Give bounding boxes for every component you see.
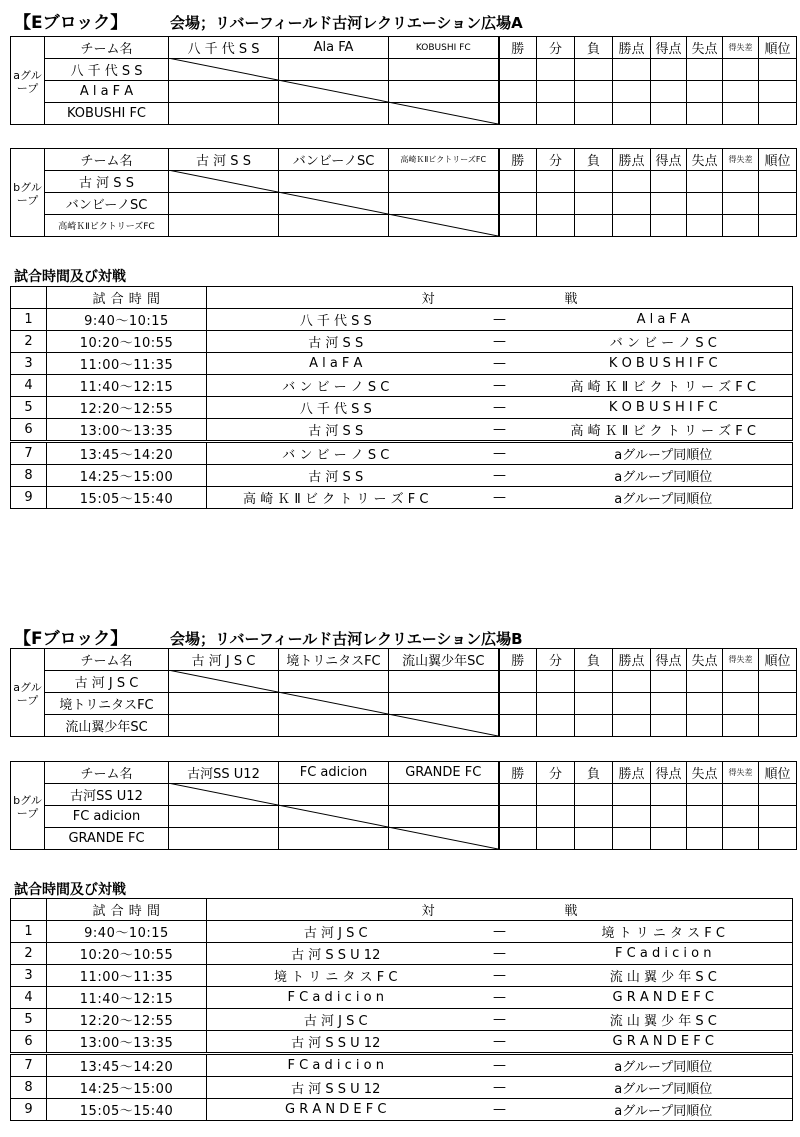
block-e-title: 【Eブロック】 [14,13,128,33]
match-no: 1 [11,309,47,331]
team-name: バンビーノSC [45,193,169,215]
stat-header: 得点 [651,649,687,671]
head-sen: 戦 [535,899,793,921]
stat-header: 得失差 [723,149,759,171]
team-home: G R A N D E F C [207,1099,465,1121]
stat-header: 得失差 [723,762,759,784]
match-row [11,375,793,397]
head-sen: 戦 [535,287,793,309]
stat-header: 失点 [687,762,723,784]
match-no: 4 [11,375,47,397]
vs-dash: — [465,1009,535,1031]
team-home: 古 河 J S C [207,1009,465,1031]
block-f-group-a-table [10,648,797,737]
head-time: 試 合 時 間 [47,287,207,309]
schedule-title: 試合時間及び対戦 [14,269,126,285]
team-home: A l a F A [207,353,465,375]
block-f-group-b-table [10,761,797,850]
team-name: 古 河 J S C [45,671,169,693]
match-time: 13:00〜13:35 [47,1031,207,1054]
match-time: 10:20〜10:55 [47,943,207,965]
match-no: 8 [11,465,47,487]
vs-dash: — [465,375,535,397]
team-away: aグループ同順位 [535,1077,793,1099]
stat-header: 負 [575,649,613,671]
team-away: 高 崎 Ｋ Ⅱ ビ ク ト リ ー ズ F C [535,419,793,442]
vs-dash: — [465,442,535,465]
team-home: 古 河 S S U 12 [207,943,465,965]
col-team: 境トリニタスFC [279,649,389,671]
team-away: G R A N D E F C [535,987,793,1009]
block-e-venue: 会場；リバーフィールド古河レクリエーション広場A [170,14,523,32]
stat-header: 失点 [687,149,723,171]
col-team: Ala FA [279,37,389,59]
col-team: GRANDE FC [389,762,499,784]
group-label: bグループ [11,762,45,850]
team-name: 古河SS U12 [45,784,169,806]
match-no: 8 [11,1077,47,1099]
match-time: 11:40〜12:15 [47,375,207,397]
match-no: 2 [11,331,47,353]
team-name: KOBUSHI FC [45,103,169,125]
team-away: バ ン ビ ー ノ S C [535,331,793,353]
team-home: F C a d i c i o n [207,987,465,1009]
team-name-header: チーム名 [45,149,169,171]
match-row [11,309,793,331]
stat-header: 得失差 [723,37,759,59]
match-no: 3 [11,353,47,375]
stat-header: 順位 [759,649,797,671]
match-no: 2 [11,943,47,965]
match-row [11,1077,793,1099]
block-e-group-b-table [10,148,797,237]
stat-header: 分 [537,649,575,671]
match-time: 15:05〜15:40 [47,487,207,509]
match-row [11,419,793,442]
team-home: 古 河 J S C [207,921,465,943]
match-row [11,1009,793,1031]
team-away: K O B U S H I F C [535,397,793,419]
team-name-header: チーム名 [45,37,169,59]
stat-header: 勝点 [613,37,651,59]
vs-dash: — [465,1099,535,1121]
col-team: FC adicion [279,762,389,784]
team-name: A l a F A [45,81,169,103]
stat-header: 勝点 [613,762,651,784]
stat-header: 失点 [687,649,723,671]
col-team: 古 河 J S C [169,649,279,671]
vs-dash: — [465,309,535,331]
stat-header: 順位 [759,762,797,784]
match-time: 14:25〜15:00 [47,1077,207,1099]
team-home: 古 河 S S U 12 [207,1077,465,1099]
match-row [11,943,793,965]
vs-dash: — [465,331,535,353]
match-time: 11:40〜12:15 [47,987,207,1009]
stat-header: 分 [537,37,575,59]
team-away: K O B U S H I F C [535,353,793,375]
col-team: 古河SS U12 [169,762,279,784]
match-no: 5 [11,1009,47,1031]
team-away: G R A N D E F C [535,1031,793,1054]
stat-header: 負 [575,37,613,59]
match-row [11,1054,793,1077]
stat-header: 分 [537,149,575,171]
stat-header: 得点 [651,37,687,59]
vs-dash: — [465,465,535,487]
team-home: 古 河 S S [207,331,465,353]
block-f-schedule-table [10,898,793,1121]
match-no: 6 [11,1031,47,1054]
team-home: 古 河 S S U 12 [207,1031,465,1054]
stat-header: 得点 [651,762,687,784]
vs-dash: — [465,353,535,375]
match-no: 6 [11,419,47,442]
team-away: aグループ同順位 [535,487,793,509]
stat-header: 勝 [499,149,537,171]
stat-header: 順位 [759,37,797,59]
match-no: 1 [11,921,47,943]
match-time: 13:45〜14:20 [47,442,207,465]
team-name: 境トリニタスFC [45,693,169,715]
match-row [11,987,793,1009]
match-time: 12:20〜12:55 [47,1009,207,1031]
stat-header: 得失差 [723,649,759,671]
col-team: KOBUSHI FC [389,37,499,59]
team-name: 流山翼少年SC [45,715,169,737]
group-label: aグループ [11,649,45,737]
team-away: 境 ト リ ニ タ ス F C [535,921,793,943]
match-row [11,965,793,987]
block-e-schedule-table [10,286,793,509]
team-home: 古 河 S S [207,419,465,442]
stat-header: 勝点 [613,149,651,171]
match-time: 14:25〜15:00 [47,465,207,487]
team-away: F C a d i c i o n [535,943,793,965]
head-vs: 対 [207,287,465,309]
team-home: 高 崎 Ｋ Ⅱ ビ ク ト リ ー ズ F C [207,487,465,509]
match-no: 3 [11,965,47,987]
team-away: 高 崎 Ｋ Ⅱ ビ ク ト リ ー ズ F C [535,375,793,397]
match-row [11,1099,793,1121]
match-no: 4 [11,987,47,1009]
match-time: 11:00〜11:35 [47,965,207,987]
stat-header: 勝 [499,649,537,671]
col-team: 高崎ＫⅡビクトリーズFC [389,149,499,171]
team-away: aグループ同順位 [535,1099,793,1121]
match-time: 9:40〜10:15 [47,921,207,943]
match-row [11,465,793,487]
team-name: 高崎ＫⅡビクトリーズFC [45,215,169,237]
team-away: aグループ同順位 [535,1054,793,1077]
match-time: 12:20〜12:55 [47,397,207,419]
col-team: バンビーノSC [279,149,389,171]
match-time: 9:40〜10:15 [47,309,207,331]
team-away: 流 山 翼 少 年 S C [535,1009,793,1031]
team-home: F C a d i c i o n [207,1054,465,1077]
match-time: 13:45〜14:20 [47,1054,207,1077]
team-away: aグループ同順位 [535,465,793,487]
match-row [11,921,793,943]
match-time: 11:00〜11:35 [47,353,207,375]
team-home: 古 河 S S [207,465,465,487]
stat-header: 失点 [687,37,723,59]
match-row [11,1031,793,1054]
match-row [11,442,793,465]
vs-dash: — [465,419,535,442]
stat-header: 得点 [651,149,687,171]
match-no: 5 [11,397,47,419]
team-name: FC adicion [45,806,169,828]
vs-dash: — [465,965,535,987]
col-team: 流山翼少年SC [389,649,499,671]
vs-dash: — [465,987,535,1009]
team-away: A l a F A [535,309,793,331]
block-f-title: 【Fブロック】 [14,629,128,649]
block-e-group-a-table [10,36,797,125]
match-no: 7 [11,1054,47,1077]
match-time: 13:00〜13:35 [47,419,207,442]
vs-dash: — [465,943,535,965]
team-home: バ ン ビ ー ノ S C [207,375,465,397]
match-row [11,331,793,353]
vs-dash: — [465,1077,535,1099]
match-row [11,353,793,375]
block-f-venue: 会場；リバーフィールド古河レクリエーション広場B [170,630,523,648]
match-time: 15:05〜15:40 [47,1099,207,1121]
group-label: bグループ [11,149,45,237]
team-name-header: チーム名 [45,762,169,784]
col-team: 古 河 S S [169,149,279,171]
stat-header: 勝点 [613,649,651,671]
vs-dash: — [465,921,535,943]
head-vs: 対 [207,899,465,921]
match-no: 9 [11,1099,47,1121]
vs-dash: — [465,1054,535,1077]
team-home: 境 ト リ ニ タ ス F C [207,965,465,987]
team-home: 八 千 代 S S [207,309,465,331]
team-home: バ ン ビ ー ノ S C [207,442,465,465]
match-time: 10:20〜10:55 [47,331,207,353]
group-label: aグループ [11,37,45,125]
stat-header: 分 [537,762,575,784]
team-home: 八 千 代 S S [207,397,465,419]
col-team: 八 千 代 S S [169,37,279,59]
stat-header: 順位 [759,149,797,171]
vs-dash: — [465,487,535,509]
match-no: 9 [11,487,47,509]
head-time: 試 合 時 間 [47,899,207,921]
vs-dash: — [465,397,535,419]
team-away: 流 山 翼 少 年 S C [535,965,793,987]
team-name: 古 河 S S [45,171,169,193]
match-row [11,487,793,509]
stat-header: 負 [575,149,613,171]
stat-header: 負 [575,762,613,784]
schedule-title: 試合時間及び対戦 [14,882,126,898]
match-row [11,397,793,419]
vs-dash: — [465,1031,535,1054]
match-no: 7 [11,442,47,465]
stat-header: 勝 [499,762,537,784]
team-name: GRANDE FC [45,828,169,850]
stat-header: 勝 [499,37,537,59]
team-name-header: チーム名 [45,649,169,671]
team-name: 八 千 代 S S [45,59,169,81]
team-away: aグループ同順位 [535,442,793,465]
